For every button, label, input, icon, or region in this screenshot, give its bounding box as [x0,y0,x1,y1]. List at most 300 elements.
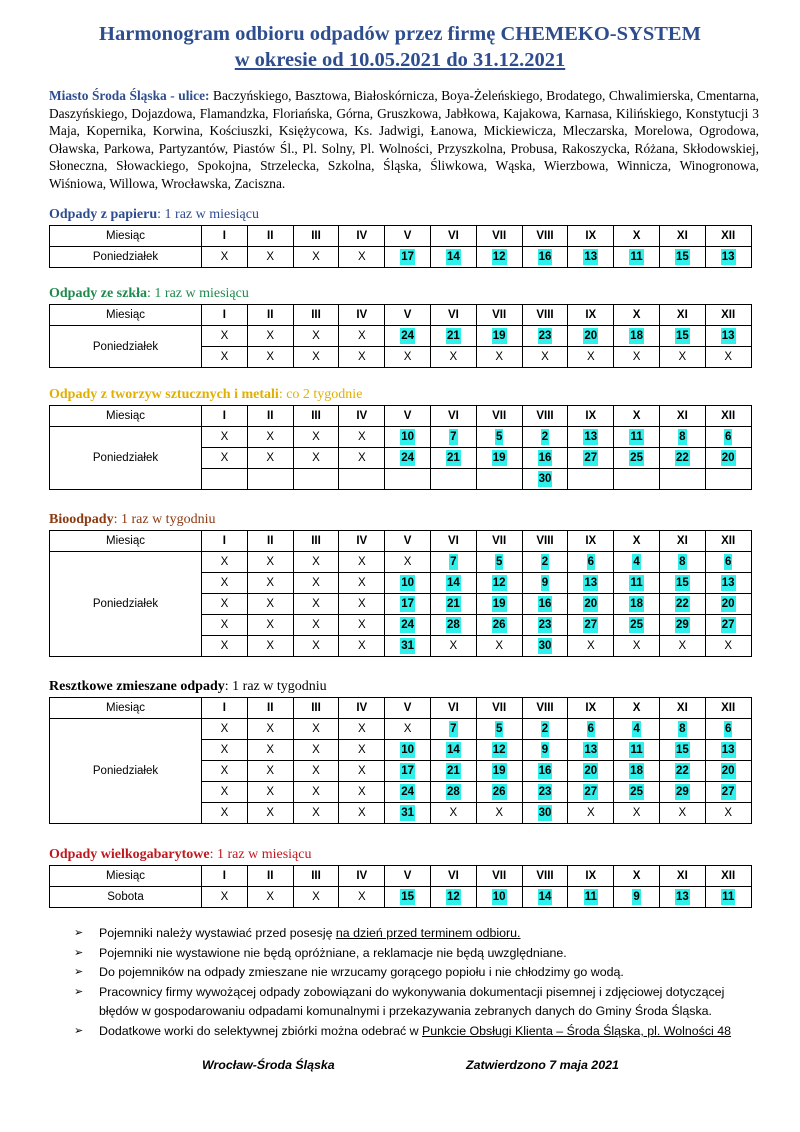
pickup-date: 13 [675,891,689,903]
schedule-cell: X [202,636,248,657]
note-text: Dodatkowe worki do selektywnej zbiórki można odebrać w [99,1023,422,1038]
month-header-cell: IV [339,226,385,247]
pickup-date: 5 [495,556,503,568]
schedule-cell [614,448,660,469]
schedule-cell [568,427,614,448]
schedule-cell [568,594,614,615]
schedule-cell [614,326,660,347]
pickup-date: 11 [630,431,643,443]
schedule-cell [705,469,751,490]
schedule-cell: X [293,803,339,824]
pickup-date: 26 [492,619,506,631]
month-header-cell: VI [430,226,476,247]
schedule-cell: X [202,719,248,740]
section-name: Odpady z tworzyw sztucznych i metali [49,387,279,402]
schedule-cell: X [202,594,248,615]
pickup-date: 15 [675,577,689,589]
note-text: Pojemniki nie wystawione nie będą opróżniane, a reklamacje nie będą uwzględniane. [99,945,567,960]
schedule-cell [385,573,431,594]
month-header-cell: X [614,698,660,719]
pickup-date: 11 [630,744,643,756]
pickup-date: 29 [675,786,689,798]
table-row [50,247,752,268]
pickup-date: 15 [675,251,689,263]
month-header-cell: XII [705,406,751,427]
schedule-table-glass [49,304,752,368]
weekday-label: Sobota [50,887,202,908]
schedule-table-paper [49,225,752,268]
pickup-date: 13 [721,744,735,756]
month-header-cell: VII [476,226,522,247]
schedule-cell: X [614,636,660,657]
month-header-cell: VIII [522,866,568,887]
pickup-date: 25 [630,619,643,631]
pickup-date: 14 [446,251,460,263]
schedule-cell: X [339,573,385,594]
schedule-cell: X [293,326,339,347]
pickup-date: 21 [446,598,460,610]
section-name: Odpady ze szkła [49,286,148,301]
schedule-cell [476,761,522,782]
month-header-row [50,531,752,552]
pickup-date: 13 [721,251,735,263]
month-header-cell: III [293,305,339,326]
month-header-cell: V [385,531,431,552]
pickup-date: 8 [679,556,686,568]
schedule-cell [568,887,614,908]
month-header-cell: VII [476,531,522,552]
pickup-date: 19 [492,452,506,464]
schedule-cell [476,719,522,740]
schedule-cell: X [293,573,339,594]
schedule-cell [614,740,660,761]
month-header-cell: II [247,698,293,719]
pickup-date: 20 [721,765,735,777]
month-header-label: Miesiąc [50,531,202,552]
table-row [50,427,752,448]
schedule-cell [430,247,476,268]
pickup-date: 17 [401,251,414,263]
month-header-cell: VIII [522,698,568,719]
schedule-cell: X [339,347,385,368]
schedule-cell: X [202,887,248,908]
schedule-cell [568,448,614,469]
schedule-cell [659,448,705,469]
note-item [72,924,762,944]
pickup-date: 15 [675,330,689,342]
month-header-label: Miesiąc [50,226,202,247]
schedule-cell: X [202,803,248,824]
pickup-date: 27 [584,619,598,631]
schedule-cell: X [202,552,248,573]
pickup-date: 17 [401,765,414,777]
pickup-date: 8 [679,431,686,443]
schedule-cell: X [568,803,614,824]
month-header-row [50,698,752,719]
pickup-date: 22 [675,452,689,464]
month-header-cell: XI [659,305,705,326]
pickup-date: 14 [538,891,552,903]
pickup-date: 13 [584,744,598,756]
schedule-cell: X [293,719,339,740]
month-header-cell: V [385,698,431,719]
schedule-cell [614,427,660,448]
schedule-cell: X [430,347,476,368]
schedule-cell [385,615,431,636]
pickup-date: 12 [492,251,506,263]
pickup-date: 28 [446,786,460,798]
schedule-cell: X [339,594,385,615]
schedule-cell: X [293,887,339,908]
table-row [50,552,752,573]
month-header-cell: III [293,866,339,887]
schedule-cell: X [202,573,248,594]
schedule-cell [430,761,476,782]
schedule-cell [659,615,705,636]
schedule-cell: X [339,719,385,740]
month-header-cell: VII [476,305,522,326]
pickup-date: 30 [538,640,552,652]
month-header-cell: VI [430,305,476,326]
month-header-cell: X [614,866,660,887]
schedule-cell: X [476,803,522,824]
schedule-cell: X [247,326,293,347]
schedule-cell: X [568,347,614,368]
pickup-date: 13 [721,577,735,589]
arrow-bullet-icon: ➢ [74,985,84,998]
schedule-cell [614,719,660,740]
pickup-date: 6 [724,723,732,735]
pickup-date: 7 [450,431,457,443]
pickup-date: 29 [675,619,689,631]
month-header-cell: VIII [522,305,568,326]
schedule-cell [659,326,705,347]
schedule-cell: X [202,782,248,803]
month-header-label: Miesiąc [50,698,202,719]
schedule-cell: X [247,719,293,740]
pickup-date: 20 [584,598,598,610]
pickup-date: 12 [492,577,506,589]
schedule-cell: X [202,448,248,469]
month-header-cell: III [293,406,339,427]
schedule-cell: X [522,347,568,368]
pickup-date: 11 [630,577,643,589]
month-header-cell: X [614,305,660,326]
month-header-row [50,866,752,887]
schedule-cell [659,740,705,761]
schedule-cell [385,887,431,908]
schedule-cell: X [339,782,385,803]
pickup-date: 16 [538,251,552,263]
schedule-cell: X [339,326,385,347]
schedule-cell [385,782,431,803]
schedule-cell: X [293,782,339,803]
section-frequency: : 1 raz w miesiącu [147,286,249,301]
note-underlined-text: na dzień przed terminem odbioru. [335,926,521,940]
schedule-cell: X [430,636,476,657]
month-header-cell: IV [339,406,385,427]
schedule-cell: X [293,247,339,268]
schedule-cell [705,427,751,448]
schedule-cell: X [247,552,293,573]
month-header-cell: VIII [522,406,568,427]
pickup-date: 10 [401,577,414,589]
weekday-label: Poniedziałek [50,247,202,268]
schedule-cell [430,615,476,636]
section-name: Odpady z papieru [49,207,158,222]
schedule-cell [522,615,568,636]
schedule-cell [522,552,568,573]
schedule-cell [705,782,751,803]
schedule-cell [614,552,660,573]
pickup-date: 18 [630,765,643,777]
pickup-date: 9 [633,891,640,903]
schedule-cell: X [705,636,751,657]
month-header-cell: VII [476,866,522,887]
schedule-cell: X [247,427,293,448]
month-header-cell: IV [339,866,385,887]
schedule-cell: X [202,761,248,782]
pickup-date: 9 [541,744,549,756]
schedule-cell: X [385,552,431,573]
schedule-cell [522,326,568,347]
schedule-cell: X [339,247,385,268]
pickup-date: 16 [538,598,552,610]
month-header-cell: V [385,226,431,247]
month-header-cell: XI [659,226,705,247]
schedule-cell [614,887,660,908]
month-header-cell: IX [568,698,614,719]
pickup-date: 10 [401,744,414,756]
month-header-cell: V [385,866,431,887]
month-header-cell: I [202,531,248,552]
schedule-cell [522,594,568,615]
schedule-cell: X [293,615,339,636]
schedule-cell [659,782,705,803]
schedule-cell [659,761,705,782]
pickup-date: 13 [584,251,598,263]
month-header-cell: I [202,698,248,719]
schedule-cell [568,615,614,636]
pickup-date: 4 [633,556,640,568]
month-header-cell: IV [339,698,385,719]
pickup-date: 22 [675,598,689,610]
schedule-cell: X [293,552,339,573]
pickup-date: 30 [538,473,552,485]
schedule-cell [522,719,568,740]
section-heading-glass [49,286,249,302]
schedule-cell: X [247,782,293,803]
schedule-cell: X [293,761,339,782]
schedule-cell: X [247,573,293,594]
schedule-cell: X [430,803,476,824]
pickup-date: 20 [721,598,735,610]
pickup-date: 15 [675,744,689,756]
schedule-table-bio [49,530,752,657]
schedule-cell [659,719,705,740]
schedule-cell [202,469,248,490]
footer-approval-date: Zatwierdzono 7 maja 2021 [466,1058,619,1072]
schedule-cell [568,719,614,740]
pickup-date: 30 [538,807,552,819]
pickup-date: 20 [584,330,598,342]
pickup-date: 5 [495,431,503,443]
schedule-cell [430,573,476,594]
schedule-cell [476,247,522,268]
pickup-date: 8 [679,723,686,735]
schedule-cell [522,247,568,268]
month-header-cell: VIII [522,531,568,552]
section-frequency: : 1 raz w tygodniu [224,679,327,694]
schedule-cell: X [293,740,339,761]
arrow-bullet-icon: ➢ [74,1024,84,1037]
pickup-date: 26 [492,786,506,798]
arrow-bullet-icon: ➢ [74,946,84,959]
section-frequency: : co 2 tygodnie [278,387,363,402]
schedule-cell [568,573,614,594]
schedule-cell [705,247,751,268]
schedule-cell [476,326,522,347]
schedule-cell [522,761,568,782]
month-header-cell: III [293,531,339,552]
schedule-cell [614,615,660,636]
schedule-cell [568,761,614,782]
pickup-date: 11 [584,891,597,903]
pickup-date: 25 [630,786,643,798]
table-row [50,326,752,347]
schedule-cell [476,887,522,908]
month-header-cell: II [247,226,293,247]
schedule-cell: X [247,740,293,761]
note-item [72,1022,762,1042]
schedule-cell: X [247,347,293,368]
schedule-cell: X [614,803,660,824]
pickup-date: 5 [495,723,503,735]
schedule-cell: X [202,427,248,448]
schedule-cell [476,469,522,490]
month-header-cell: XI [659,531,705,552]
schedule-cell: X [247,803,293,824]
pickup-date: 13 [584,431,598,443]
month-header-cell: I [202,305,248,326]
schedule-cell: X [476,636,522,657]
month-header-cell: V [385,406,431,427]
schedule-cell [430,719,476,740]
pickup-date: 28 [446,619,460,631]
footer-place: Wrocław-Środa Śląska [202,1058,335,1072]
pickup-date: 27 [584,786,598,798]
note-item [72,983,762,1022]
month-header-cell: IV [339,305,385,326]
pickup-date: 7 [450,556,457,568]
schedule-cell: X [247,761,293,782]
section-frequency: : 1 raz w miesiącu [209,847,312,862]
schedule-cell [705,573,751,594]
month-header-cell: VIII [522,226,568,247]
pickup-date: 24 [401,330,414,342]
month-header-cell: II [247,305,293,326]
schedule-cell [476,594,522,615]
note-underlined-text: Punkcie Obsługi Klienta – Środa Śląska, pl. Wolności 48 [422,1023,732,1038]
weekday-label: Poniedziałek [50,552,202,657]
month-header-cell: XI [659,406,705,427]
pickup-date: 16 [538,765,552,777]
schedule-cell [568,782,614,803]
month-header-cell: XI [659,866,705,887]
table-row [50,887,752,908]
pickup-date: 27 [721,786,735,798]
schedule-cell [430,427,476,448]
month-header-cell: IX [568,531,614,552]
month-header-cell: X [614,531,660,552]
pickup-date: 21 [446,330,460,342]
month-header-cell: II [247,531,293,552]
pickup-date: 15 [401,891,414,903]
month-header-cell: II [247,406,293,427]
pickup-date: 6 [587,723,594,735]
schedule-cell [476,615,522,636]
schedule-cell [385,803,431,824]
schedule-cell [614,247,660,268]
schedule-cell: X [247,594,293,615]
month-header-cell: VI [430,406,476,427]
schedule-cell [705,719,751,740]
schedule-cell [705,326,751,347]
month-header-cell: II [247,866,293,887]
schedule-cell: X [339,803,385,824]
schedule-cell [476,552,522,573]
pickup-date: 6 [724,431,732,443]
month-header-cell: VI [430,866,476,887]
pickup-date: 9 [541,577,549,589]
schedule-cell: X [339,427,385,448]
schedule-cell [705,448,751,469]
schedule-cell [659,552,705,573]
schedule-cell: X [293,636,339,657]
schedule-cell: X [339,887,385,908]
schedule-cell: X [568,636,614,657]
schedule-cell [430,326,476,347]
schedule-cell [476,427,522,448]
schedule-cell: X [339,448,385,469]
pickup-date: 12 [446,891,460,903]
schedule-cell: X [202,326,248,347]
schedule-cell [568,247,614,268]
pickup-date: 18 [630,598,643,610]
month-header-cell: IX [568,866,614,887]
schedule-cell [430,887,476,908]
month-header-label: Miesiąc [50,406,202,427]
section-heading-paper [49,207,259,223]
schedule-cell: X [385,719,431,740]
pickup-date: 13 [721,330,735,342]
schedule-table-mixed [49,697,752,824]
schedule-cell [522,782,568,803]
month-header-cell: IX [568,406,614,427]
pickup-date: 13 [584,577,598,589]
month-header-cell: III [293,226,339,247]
month-header-cell: I [202,226,248,247]
pickup-date: 16 [538,452,552,464]
month-header-cell: VII [476,698,522,719]
schedule-cell: X [247,615,293,636]
month-header-cell: I [202,866,248,887]
month-header-row [50,406,752,427]
schedule-cell [568,469,614,490]
page-title: Harmonogram odbioru odpadów przez firmę CHEMEKO-SYSTEM [99,23,701,45]
schedule-cell: X [247,448,293,469]
schedule-cell [522,740,568,761]
